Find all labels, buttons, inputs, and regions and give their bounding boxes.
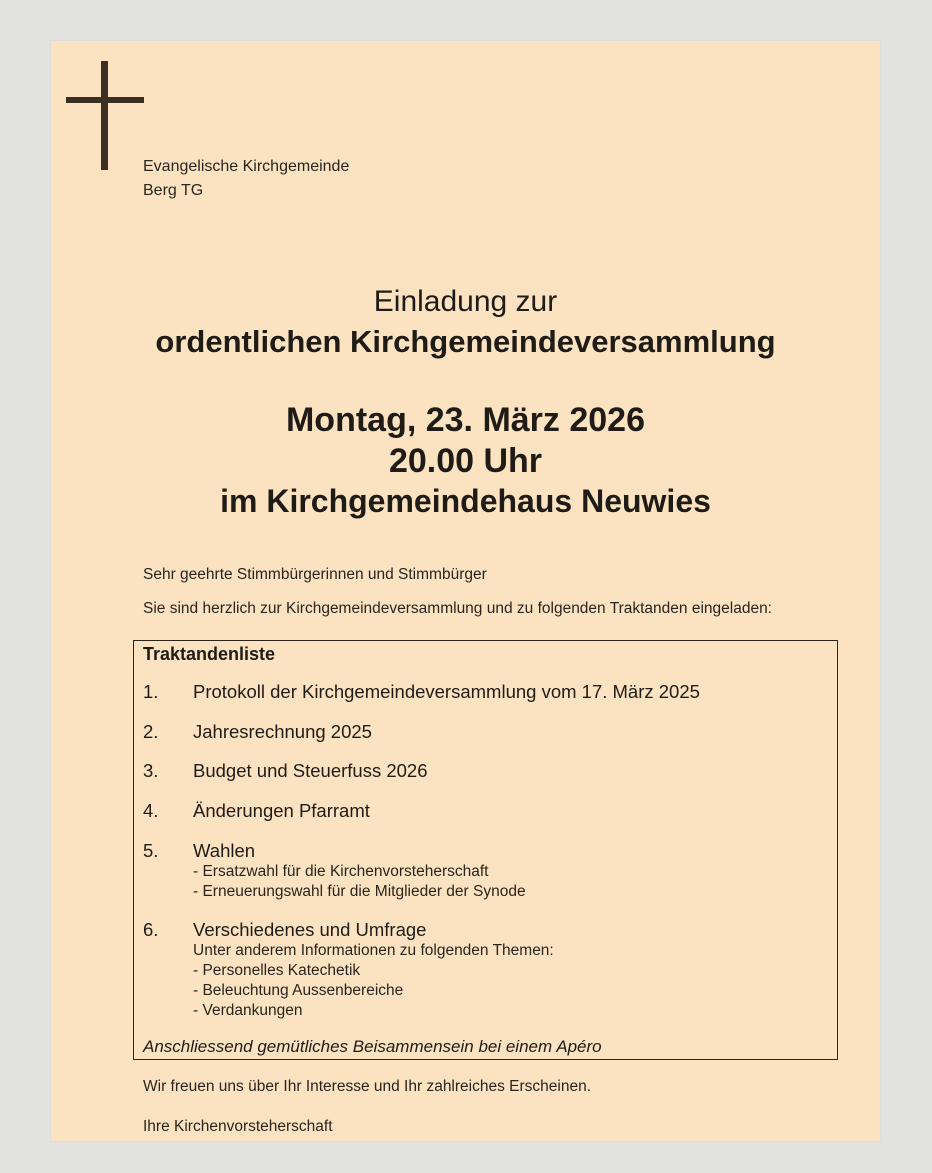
agenda-item-number: 2.: [143, 721, 159, 742]
agenda-item-3: [143, 760, 428, 782]
cross-icon: [66, 61, 146, 171]
intro-text: Sie sind herzlich zur Kirchgemeindeversammlung und zu folgenden Traktanden eingeladen:: [143, 600, 772, 617]
event-date: Montag, 23. März 2026: [285, 401, 645, 439]
agenda-item-text: Budget und Steuerfuss 2026: [193, 760, 428, 781]
agenda-item-number: 1.: [143, 681, 159, 702]
agenda-subitem: Unter anderem Informationen zu folgenden Themen:: [193, 942, 554, 959]
agenda-item-number: 3.: [143, 760, 159, 781]
agenda-subitem: - Erneuerungswahl für die Mitglieder der Synode: [193, 883, 526, 900]
agenda-item-1: [143, 681, 700, 703]
agenda-subitem: - Personelles Katechetik: [193, 962, 361, 979]
event-place: im Kirchgemeindehaus Neuwies: [220, 483, 711, 519]
event-time: 20.00 Uhr: [388, 442, 543, 480]
invitation-sheet: [51, 41, 880, 1141]
thanks-text: Wir freuen uns über Ihr Interesse und Ihr zahlreiches Erscheinen.: [143, 1078, 592, 1095]
agenda-item-text: Änderungen Pfarramt: [193, 800, 370, 821]
agenda-item-text: Verschiedenes und Umfrage: [193, 919, 427, 940]
agenda-subitem: - Beleuchtung Aussenbereiche: [193, 982, 404, 999]
agenda-item-text: Protokoll der Kirchgemeindeversammlung vom 17. März 2025: [193, 681, 700, 702]
agenda-title: Traktandenliste: [143, 644, 276, 664]
invitation-heading: Einladung zur: [373, 285, 558, 318]
agenda-item-text: Jahresrechnung 2025: [193, 721, 372, 742]
agenda-item-6: [143, 919, 426, 941]
meeting-title: ordentlichen Kirchgemeindeversammlung: [155, 324, 776, 359]
agenda-item-5: [143, 840, 255, 862]
agenda-box: [133, 640, 838, 1060]
agenda-item-2: [143, 721, 372, 743]
organization-line-1: Evangelische Kirchgemeinde: [143, 158, 350, 175]
agenda-item-number: 6.: [143, 919, 159, 940]
apero-note: Anschliessend gemütliches Beisammensein bei einem Apéro: [143, 1037, 602, 1056]
agenda-item-4: [143, 800, 370, 822]
organization-line-2: Berg TG: [143, 182, 204, 199]
agenda-subitem: - Verdankungen: [193, 1002, 303, 1019]
greeting: Sehr geehrte Stimmbürgerinnen und Stimmbürger: [143, 566, 487, 583]
agenda-item-text: Wahlen: [193, 840, 256, 861]
organization-name: [143, 155, 349, 203]
signature: Ihre Kirchenvorsteherschaft: [143, 1118, 333, 1135]
agenda-item-number: 4.: [143, 800, 159, 821]
agenda-subitem: - Ersatzwahl für die Kirchenvorsteherschaft: [193, 863, 489, 880]
agenda-item-number: 5.: [143, 840, 159, 861]
